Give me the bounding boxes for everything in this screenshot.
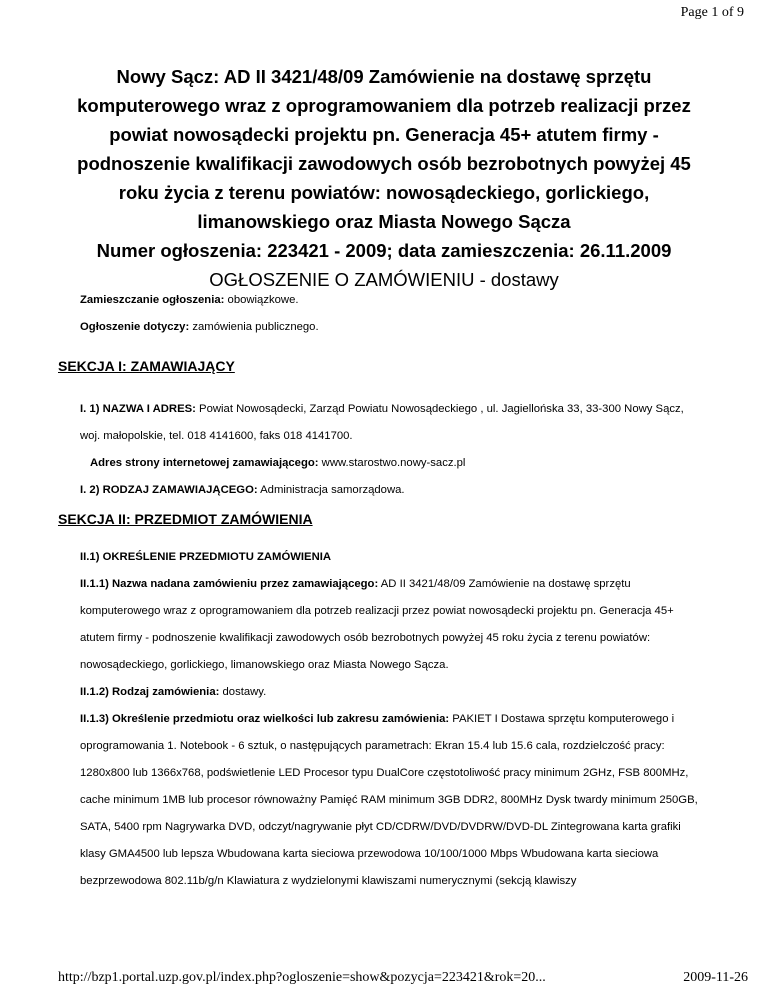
document-title-block	[70, 62, 698, 294]
contracting-type-row: I. 2) RODZAJ ZAMAWIAJĄCEGO: Administracja samorządowa.	[80, 484, 405, 496]
source-url: http://bzp1.portal.uzp.gov.pl/index.php?ogloszenie=show&pozycja=223421&rok=20...	[58, 970, 546, 985]
print-date: 2009-11-26	[683, 970, 748, 985]
document-type: OGŁOSZENIE O ZAMÓWIENIU - dostawy	[209, 269, 559, 290]
contracting-name-row: I. 1) NAZWA I ADRES: Powiat Nowosądecki, Zarząd Powiatu Nowosądeckiego , ul. Jagiellońska 33, 33-300 Nowy Sącz, woj. małopolskie, tel. 018 4141600, faks 018 4141700.	[80, 403, 684, 442]
order-kind-row: II.1.2) Rodzaj zamówienia: dostawy.	[80, 686, 267, 698]
order-name-row: II.1.1) Nazwa nadana zamówieniu przez zamawiającego: AD II 3421/48/09 Zamówienie na dostawę sprzętu komputerowego wraz z oprogramowaniem dla potrzeb realizacji przez powiat nowosądecki projektu pn. Generacja 45+ atutem firmy - podnoszenie kwalifikacji zawodowych osób bezrobotnych powyżej 45 roku życia z terenu powiatów: nowosądeckiego, gorlickiego, limanowskiego oraz Miasta Nowego Sącza.	[80, 578, 674, 671]
section1-title: SEKCJA I: ZAMAWIAJĄCY	[58, 358, 235, 374]
section1-body	[80, 396, 690, 504]
document-title: Nowy Sącz: AD II 3421/48/09 Zamówienie na dostawę sprzętu komputerowego wraz z oprogramowaniem dla potrzeb realizacji przez powiat nowosądecki projektu pn. Generacja 45+ atutem firmy - podnoszenie kwalifikacji zawodowych osób bezrobotnych powyżej 45 roku życia z terenu powiatów: nowosądeckiego, gorlickiego, limanowskiego oraz Miasta Nowego Sącza	[77, 66, 691, 232]
intro-block	[80, 287, 720, 341]
concerns-row: Ogłoszenie dotyczy: zamówienia publicznego.	[80, 321, 319, 333]
announcement-number: Numer ogłoszenia: 223421 - 2009; data zamieszczenia: 26.11.2009	[96, 240, 672, 261]
order-scope-row: II.1.3) Określenie przedmiotu oraz wielkości lub zakresu zamówienia: PAKIET I Dostawa sprzętu komputerowego i oprogramowania 1. Notebook - 6 sztuk, o następujących parametrach: Ekran 15.4 lub 15.6 cala, rozdzielczość pracy: 1280x800 lub 1366x768, podświetlenie LED Procesor typu DualCore częstotoliwość pracy minimum 2GHz, FSB 800MHz, cache minimum 1MB lub procesor równoważny Pamięć RAM minimum 3GB DDR2, 800MHz Dysk twardy minimum 250GB, SATA, 5400 rpm Nagrywarka DVD, odczyt/nagrywanie płyt CD/CDRW/DVD/DVDRW/DVD-DL Zintegrowana karta grafiki klasy GMA4500 lub lepsza Wbudowana karta sieciowa przewodowa 10/100/1000 Mbps Wbudowana karta sieciowa bezprzewodowa 802.11b/g/n Klawiatura z wydzielonymi klawiszami numerycznymi (sekcją klawiszy	[80, 713, 698, 887]
section2-title: SEKCJA II: PRZEDMIOT ZAMÓWIENIA	[58, 511, 313, 527]
placement-row: Zamieszczanie ogłoszenia: obowiązkowe.	[80, 294, 299, 306]
page-number: Page 1 of 9	[680, 5, 744, 20]
section2-body	[80, 544, 700, 895]
website-row: Adres strony internetowej zamawiającego: www.starostwo.nowy-sacz.pl	[90, 457, 466, 469]
subject-heading: II.1) OKREŚLENIE PRZEDMIOTU ZAMÓWIENIA	[80, 551, 332, 563]
